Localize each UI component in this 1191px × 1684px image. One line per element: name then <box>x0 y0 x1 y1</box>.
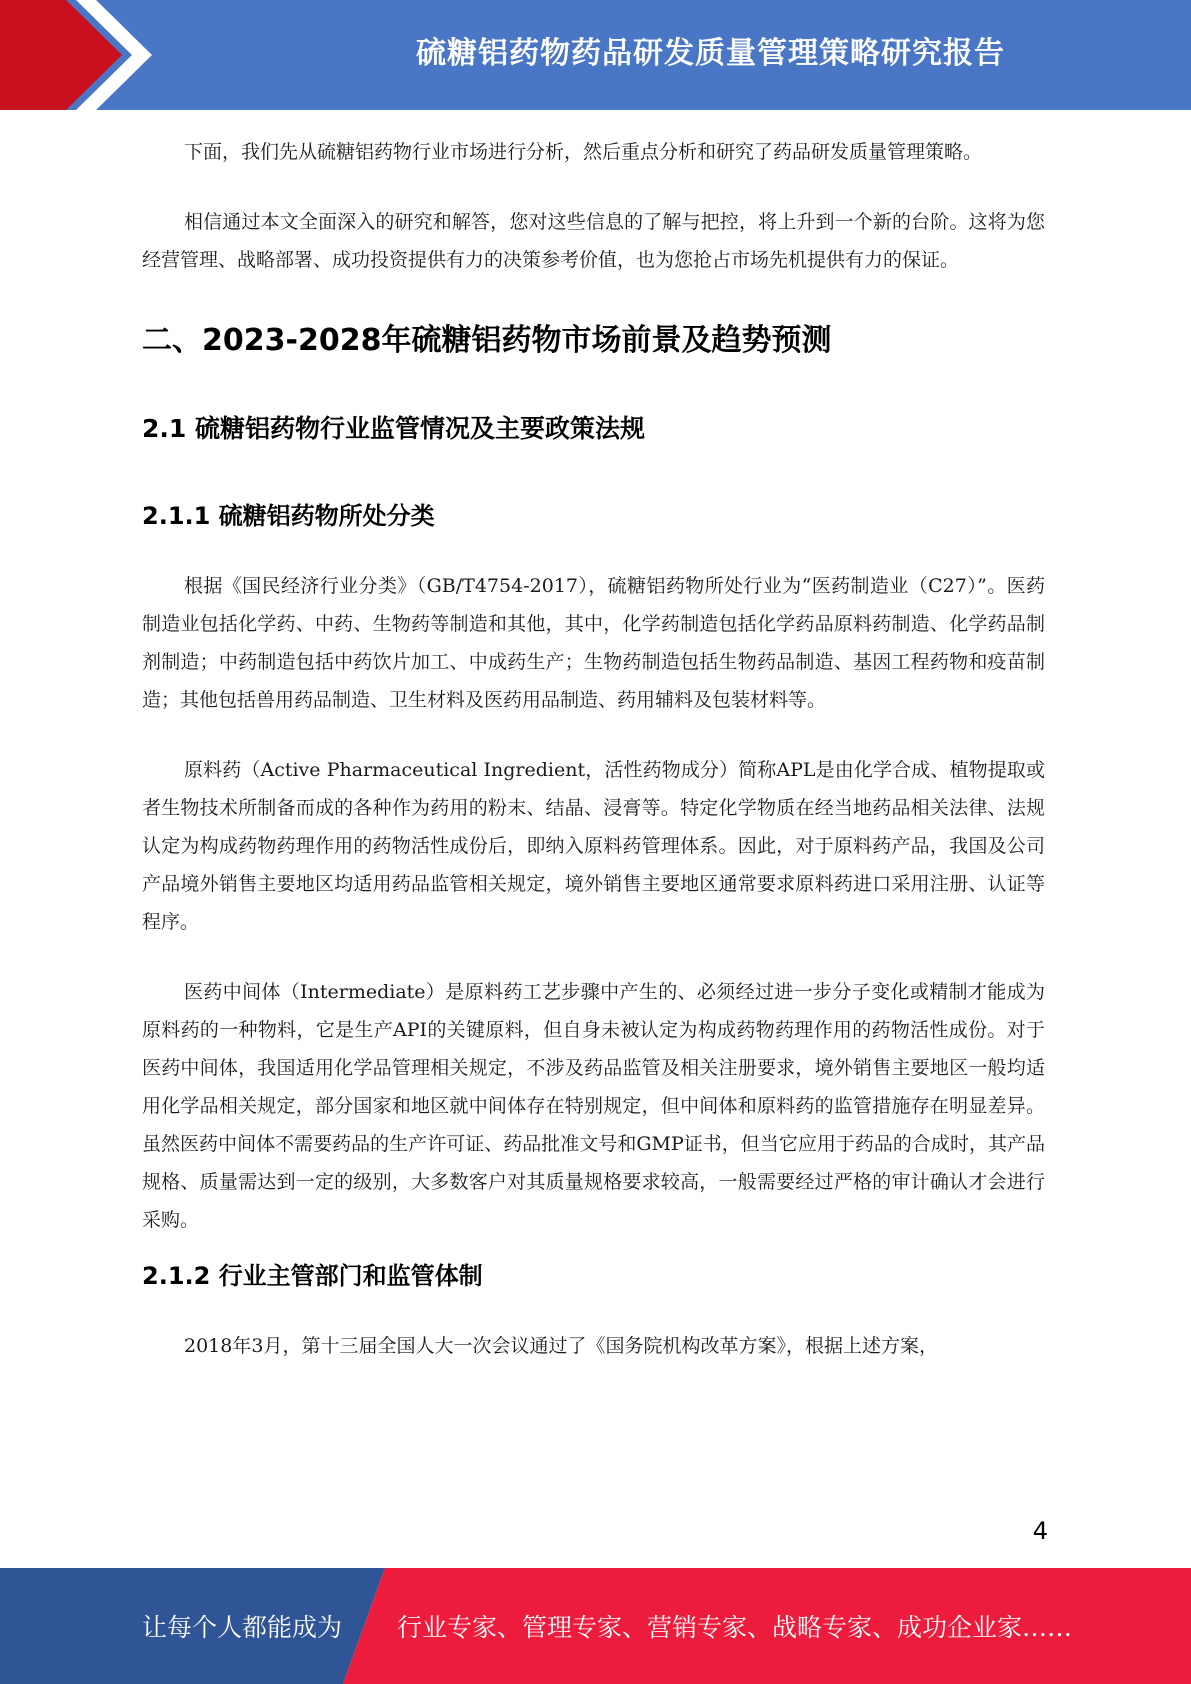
page-footer <box>0 1568 1191 1684</box>
section-2-1-2-heading: 2.1.2 行业主管部门和监管体制 <box>142 1262 483 1290</box>
section-2-heading: 二、2023-2028年硫糖铝药物市场前景及趋势预测 <box>142 323 832 358</box>
section-2-1-1-paragraph-1: 根据《国民经济行业分类》（GB/T4754-2017），硫糖铝药物所处行业为“医药制造业（C27）”。医药制造业包括化学药、中药、生物药等制造和其他，其中，化学药制造包括化学药品原料药制造、化学药品制剂制造；中药制造包括中药饮片加工、中成药生产；生物药制造包括生物药品制造、基因工程药物和疫苗制造；其他包括兽用药品制造、卫生材料及医药用品制造、药用辅料及包装材料等。 <box>142 575 1045 711</box>
intro-paragraph-2: 相信通过本文全面深入的研究和解答，您对这些信息的了解与把控，将上升到一个新的台阶。这将为您经营管理、战略部署、成功投资提供有力的决策参考价值，也为您抢占市场先机提供有力的保证。 <box>142 211 1045 271</box>
section-2-1-1-paragraph-2: 原料药（Active Pharmaceutical Ingredient，活性药物成分）简称APL是由化学合成、植物提取或者生物技术所制备而成的各种作为药用的粉末、结晶、浸膏等。特定化学物质在经当地药品相关法律、法规认定为构成药物药理作用的药物活性成份后，即纳入原料药管理体系。因此，对于原料药产品，我国及公司产品境外销售主要地区均适用药品监管相关规定，境外销售主要地区通常要求原料药进口采用注册、认证等程序。 <box>142 759 1045 933</box>
header-arrow-decoration <box>0 0 160 110</box>
section-2-1-1-paragraph-3: 医药中间体（Intermediate）是原料药工艺步骤中产生的、必须经过进一步分子变化或精制才能成为原料药的一种物料，它是生产API的关键原料，但自身未被认定为构成药物药理作用的药物活性成份。对于医药中间体，我国适用化学品管理相关规定，不涉及药品监管及相关注册要求，境外销售主要地区一般均适用化学品相关规定，部分国家和地区就中间体存在特别规定，但中间体和原料药的监管措施存在明显差异。虽然医药中间体不需要药品的生产许可证、药品批准文号和GMP证书，但当它应用于药品的合成时，其产品规格、质量需达到一定的级别，大多数客户对其质量规格要求较高，一般需要经过严格的审计确认才会进行采购。 <box>142 981 1045 1231</box>
page-header <box>0 0 1191 110</box>
document-body <box>142 133 1045 1365</box>
intro-paragraph-1: 下面，我们先从硫糖铝药物行业市场进行分析，然后重点分析和研究了药品研发质量管理策略。 <box>184 141 983 163</box>
section-2-1-2-paragraph-1: 2018年3月，第十三届全国人大一次会议通过了《国务院机构改革方案》，根据上述方案， <box>184 1335 938 1357</box>
footer-slogan-left: 让每个人都能成为 <box>142 1613 343 1642</box>
section-2-1-heading: 2.1 硫糖铝药物行业监管情况及主要政策法规 <box>142 414 645 443</box>
page-number: 4 <box>1032 1517 1048 1545</box>
report-title: 硫糖铝药物药品研发质量管理策略研究报告 <box>416 36 1005 71</box>
section-2-1-1-heading: 2.1.1 硫糖铝药物所处分类 <box>142 502 435 530</box>
footer-slogan-right: 行业专家、管理专家、营销专家、战略专家、成功企业家…… <box>397 1613 1073 1642</box>
